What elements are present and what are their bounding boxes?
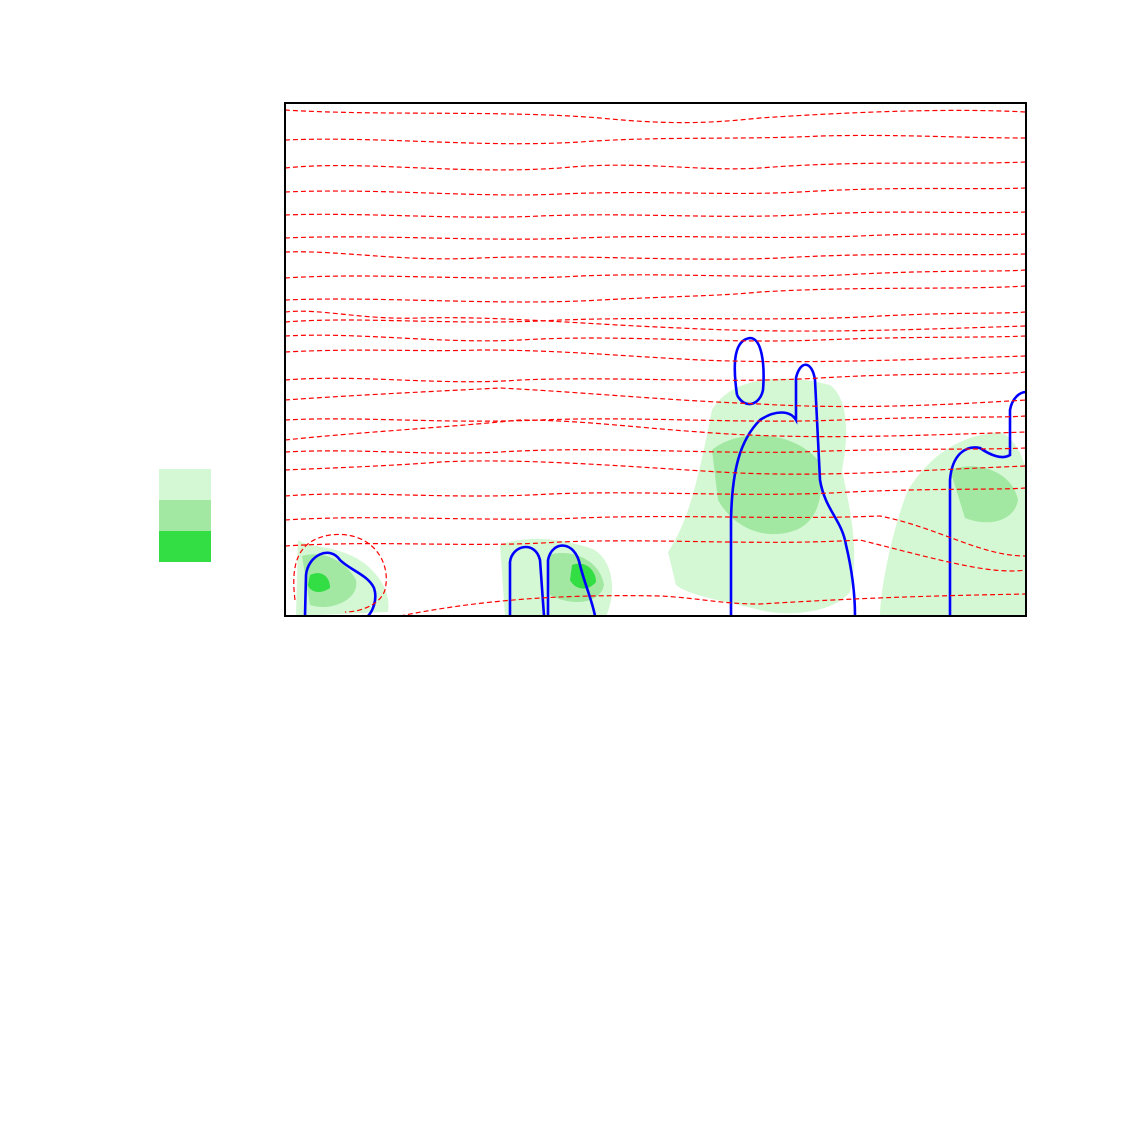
rh70-region-d bbox=[880, 432, 1026, 616]
temp-contour-48 bbox=[285, 311, 1026, 331]
temp-contour-66 bbox=[285, 135, 1026, 143]
temp-contour-34 bbox=[285, 448, 1026, 453]
temp-contour-36 bbox=[285, 420, 1026, 440]
temp-contour-60 bbox=[285, 212, 1026, 217]
temp-contour-52 bbox=[285, 286, 1026, 302]
temp-contour-32 bbox=[285, 461, 1026, 474]
temp-contour-58 bbox=[285, 234, 1026, 239]
temp-contour-64 bbox=[285, 162, 1026, 170]
temp-contour-42 bbox=[285, 372, 1026, 382]
sounding-fill-layer bbox=[285, 110, 1026, 616]
temp-contour-54 bbox=[285, 270, 1026, 278]
temp-contour-50 bbox=[285, 312, 1026, 322]
temp-contour-38 bbox=[285, 416, 1026, 421]
temp-contour-62 bbox=[285, 188, 1026, 195]
temp-contour-68 bbox=[285, 110, 1026, 123]
temp-contour-56 bbox=[285, 252, 1026, 259]
temp-contour-44 bbox=[285, 350, 1026, 362]
rh-fill-regions bbox=[296, 379, 1026, 616]
temp-contour-46 bbox=[285, 335, 1026, 341]
temp-contour-40 bbox=[285, 388, 1026, 407]
